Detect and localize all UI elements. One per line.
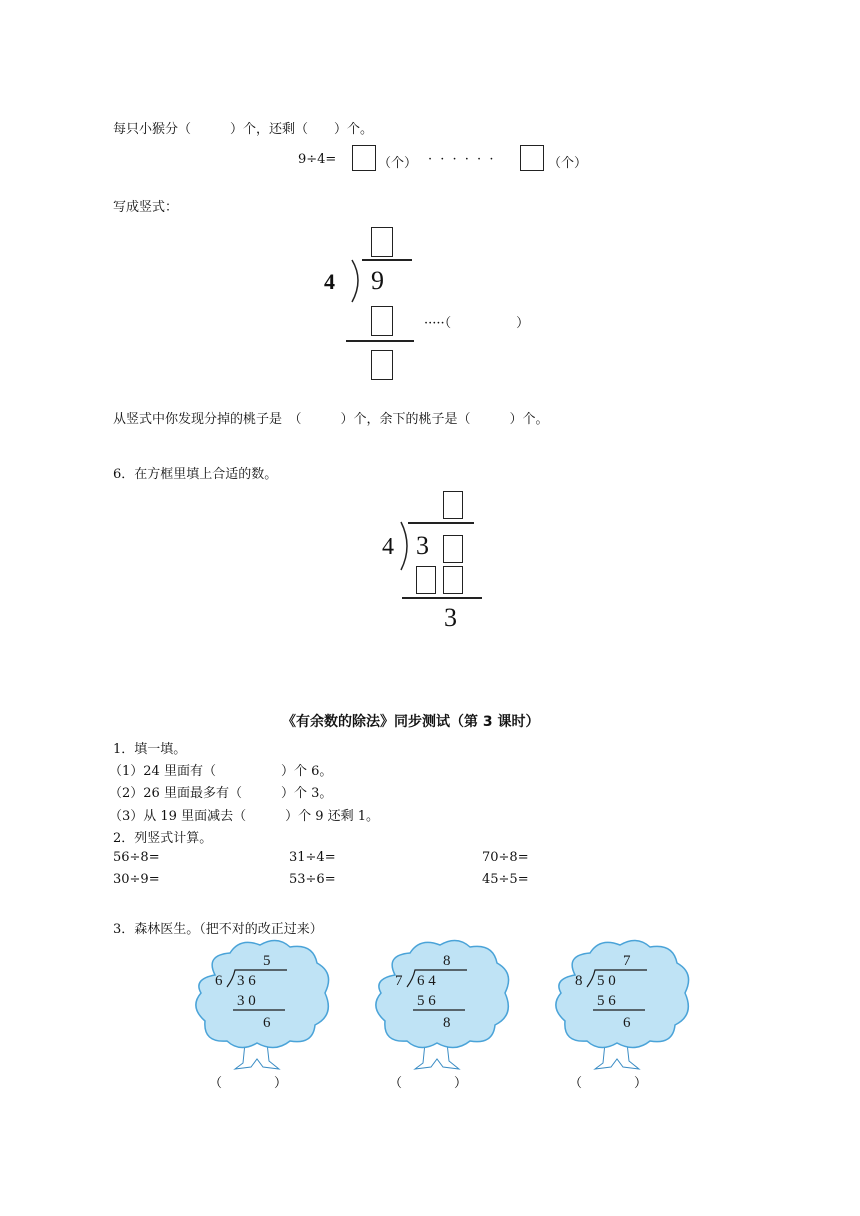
share-line: 每只小猴分（ ）个，还剩（ ）个。 <box>113 122 374 137</box>
q1-item-2: （2）26 里面最多有（ ）个 3。 <box>109 786 333 801</box>
q1-item-1: （1）24 里面有（ ）个 6。 <box>109 764 333 779</box>
q6-product-box-1[interactable] <box>416 566 436 594</box>
answer-box-remainder[interactable] <box>520 145 544 171</box>
tree-divisor: 7 <box>395 973 403 989</box>
q6-division-bracket <box>398 520 414 572</box>
forest-doctor-trees <box>185 935 705 1095</box>
tree-remainder: 6 <box>623 1015 631 1031</box>
tree-answer-blank[interactable]: （ ） <box>569 1075 648 1090</box>
tree-quotient: 7 <box>623 953 631 969</box>
equation-dots: · · · · · · <box>428 152 496 167</box>
tree-1 <box>185 935 345 1095</box>
tree-remainder: 6 <box>263 1015 271 1031</box>
calc-4: 30÷9= <box>113 872 160 887</box>
tree-3 <box>545 935 705 1095</box>
dividend-digit: 9 <box>371 266 384 295</box>
calc-6: 45÷5= <box>482 872 529 887</box>
division-bar <box>362 259 412 261</box>
divisor-digit: 4 <box>324 269 335 294</box>
tree-dividend: 3 6 <box>237 973 256 989</box>
section-heading: 《有余数的除法》同步测试（第 3 课时） <box>282 714 540 730</box>
q6-divisor: 4 <box>382 534 394 560</box>
tree-dividend: 5 0 <box>597 973 616 989</box>
remainder-dots: ·····（ ） <box>424 316 530 331</box>
subtraction-bar <box>346 340 414 342</box>
q1-item-3: （3）从 19 里面减去（ ）个 9 还剩 1。 <box>109 809 380 824</box>
tree-product: 5 6 <box>597 993 616 1009</box>
tree-quotient: 8 <box>443 953 451 969</box>
q2-title: 2．列竖式计算。 <box>113 831 213 846</box>
q6-remainder: 3 <box>444 603 457 632</box>
tree-product: 5 6 <box>417 993 436 1009</box>
tree-answer-blank[interactable]: （ ） <box>209 1075 288 1090</box>
product-box[interactable] <box>371 306 393 336</box>
equation-unit-2: （个） <box>548 156 588 171</box>
q6-division-bar <box>408 522 474 524</box>
equation-unit-1: （个） <box>378 156 418 171</box>
q6-dividend-first: 3 <box>416 531 429 560</box>
tree-2 <box>365 935 525 1095</box>
q6-quotient-box[interactable] <box>443 491 463 519</box>
calc-1: 56÷8= <box>113 850 160 865</box>
q6-title: 6．在方框里填上合适的数。 <box>113 467 278 482</box>
calc-3: 70÷8= <box>482 850 529 865</box>
found-line: 从竖式中你发现分掉的桃子是 （ ）个，余下的桃子是（ ）个。 <box>113 412 549 427</box>
answer-box-quotient[interactable] <box>352 145 376 171</box>
remainder-box[interactable] <box>371 350 393 380</box>
q6-dividend-box[interactable] <box>443 535 463 563</box>
tree-remainder: 8 <box>443 1015 451 1031</box>
equation-prefix: 9÷4= <box>298 152 337 167</box>
quotient-box[interactable] <box>371 227 393 257</box>
tree-product: 3 0 <box>237 993 256 1009</box>
tree-answer-blank[interactable]: （ ） <box>389 1075 468 1090</box>
q6-subtraction-bar <box>402 597 482 599</box>
q1-title: 1．填一填。 <box>113 742 187 757</box>
division-bracket <box>348 258 366 304</box>
calc-2: 31÷4= <box>289 850 336 865</box>
tree-dividend: 6 4 <box>417 973 436 989</box>
write-vertical-label: 写成竖式： <box>113 200 179 215</box>
calc-5: 53÷6= <box>289 872 336 887</box>
tree-quotient: 5 <box>263 953 271 969</box>
q3-title: 3．森林医生。（把不对的改正过来） <box>113 922 323 937</box>
tree-divisor: 6 <box>215 973 223 989</box>
tree-divisor: 8 <box>575 973 583 989</box>
q6-product-box-2[interactable] <box>443 566 463 594</box>
